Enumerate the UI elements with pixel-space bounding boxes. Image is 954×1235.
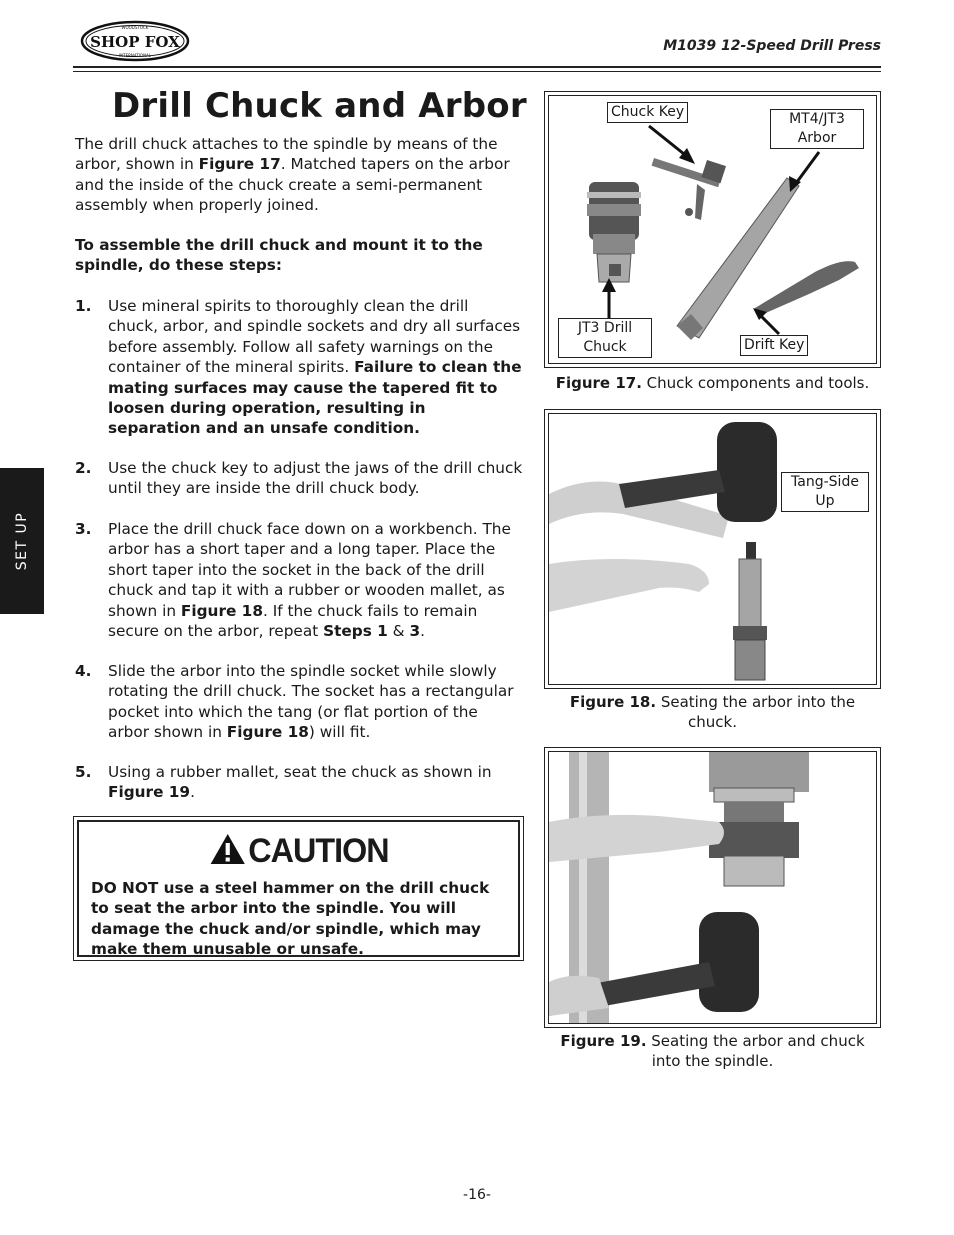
figure-18-image <box>548 413 877 685</box>
figure-19-image <box>548 751 877 1024</box>
figure-18-caption: Figure 18. Seating the arbor into the chuck. <box>569 693 856 731</box>
label-arbor: MT4/JT3 Arbor <box>770 109 864 149</box>
label-tang-side-up: Tang-Side Up <box>781 472 869 512</box>
hand-icon <box>549 815 724 862</box>
header-rule <box>73 66 881 72</box>
step-text: Place the drill chuck face down on a workbench. The arbor has a short taper and a long taper. Place the short taper into the socket in the back of the drill chuck and tap it with a rubber or wooden mallet, as shown in Figure 18. If the chuck fails to remain secure on the arbor, repeat Steps 1 & 3. <box>108 520 511 641</box>
shop-fox-logo <box>80 20 190 62</box>
intro-paragraph: The drill chuck attaches to the spindle by means of the arbor, shown in Figure 17. Matched tapers on the arbor and the inside of the chuck create a semi-permanent assembly when properly joined. <box>75 135 510 215</box>
step-warning: Failure to clean the mating surfaces may cause the tapered fit to loosen during operation, resulting in separation and an unsafe condition. <box>108 358 522 438</box>
label-drill-chuck: JT3 Drill Chuck <box>558 318 652 358</box>
figure-17-ref: Figure 17 <box>198 155 281 174</box>
page-title: Drill Chuck and Arbor <box>112 86 527 126</box>
step-text: Use mineral spirits to thoroughly clean the drill chuck, arbor, and spindle sockets and dry all surfaces before assembly. Follow all safety warnings on the container of the mineral spirits. Failure to clean the mating surfaces may cause the tapered fit to loosen during operation, resulting in separation and an unsafe condition. <box>108 297 522 438</box>
figure-18-frame <box>544 409 881 689</box>
label-chuck-key: Chuck Key <box>607 102 688 123</box>
step-number: 4. <box>75 662 92 680</box>
page-number: -16- <box>463 1187 491 1203</box>
drift-key-icon <box>755 261 859 316</box>
step-number: 5. <box>75 763 92 781</box>
caution-text: DO NOT use a steel hammer on the drill chuck to seat the arbor into the spindle. You will damage the chuck and/or spindle, which may make them unusable or unsafe. <box>91 879 490 959</box>
step-number: 1. <box>75 297 92 315</box>
step-number: 2. <box>75 459 92 477</box>
arbor-and-chuck-icon <box>733 542 767 680</box>
step-text: Using a rubber mallet, seat the chuck as shown in Figure 19. <box>108 763 492 802</box>
arbor-icon <box>677 178 799 340</box>
step-text: Use the chuck key to adjust the jaws of the drill chuck until they are inside the drill chuck body. <box>108 459 523 498</box>
logo-text: SHOP FOX <box>90 33 180 51</box>
figure-19-caption: Figure 19. Seating the arbor and chuck into the spindle. <box>560 1032 865 1070</box>
figure-17-image <box>548 95 877 364</box>
steps-lead: To assemble the drill chuck and mount it to the spindle, do these steps: <box>75 236 483 275</box>
warning-triangle-icon <box>208 832 246 866</box>
figure-17-frame <box>544 91 881 368</box>
manual-title: M1039 12-Speed Drill Press <box>663 38 881 54</box>
caution-heading: CAUTION <box>90 832 507 871</box>
label-drift-key: Drift Key <box>740 335 808 356</box>
rubber-mallet-icon <box>549 422 777 538</box>
caution-box <box>73 816 524 961</box>
svg-text:WOODSTOCK: WOODSTOCK <box>121 25 149 30</box>
hand-icon <box>549 559 709 612</box>
figure-17-caption: Figure 17. Chuck components and tools. <box>555 374 870 392</box>
step-number: 3. <box>75 520 92 538</box>
chuck-key-icon <box>652 158 726 220</box>
figure-19-frame <box>544 747 881 1028</box>
section-tab-label: SET UP <box>14 511 30 571</box>
drill-chuck-icon <box>587 182 641 282</box>
svg-text:INTERNATIONAL: INTERNATIONAL <box>118 53 152 58</box>
step-text: Slide the arbor into the spindle socket while slowly rotating the drill chuck. The socket has a rectangular pocket into which the tang (or flat portion of the arbor shown in Figure 18) will fit. <box>108 662 514 742</box>
section-tab <box>0 468 44 614</box>
